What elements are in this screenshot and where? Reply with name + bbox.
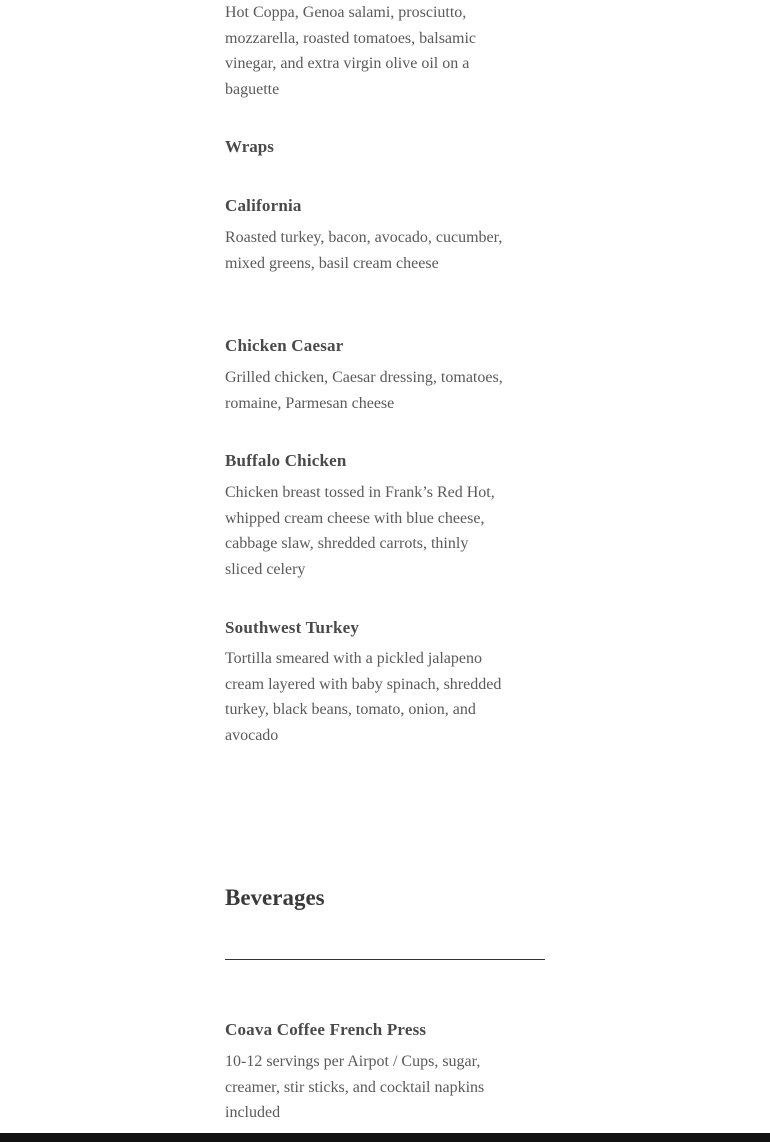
item-description: Hot Coppa, Genoa salami, prosciutto, mozzarella, roasted tomatoes, balsamic vinegar, and extra virgin olive oil on a baguette bbox=[225, 4, 477, 99]
item-title: Buffalo Chicken bbox=[225, 451, 347, 470]
item-description: Chicken breast tossed in Frank’s Red Hot, whipped cream cheese with blue cheese, cabbage slaw, shredded carrots, thinly sliced celery bbox=[225, 484, 495, 579]
section-divider bbox=[225, 959, 545, 960]
section-heading-wraps: Wraps bbox=[225, 137, 274, 156]
item-title: Chicken Caesar bbox=[225, 336, 344, 355]
item-description: 10-12 servings per Airpot / Cups, sugar, creamer, stir sticks, and cocktail napkins included bbox=[225, 1053, 485, 1122]
item-title: Southwest Turkey bbox=[225, 618, 360, 637]
item-description: Tortilla smeared with a pickled jalapeno cream layered with baby spinach, shredded turkey, black beans, tomato, onion, and avocado bbox=[225, 650, 502, 745]
bottom-bar bbox=[0, 1133, 770, 1142]
item-title: California bbox=[225, 196, 302, 215]
item-description: Grilled chicken, Caesar dressing, tomatoes, romaine, Parmesan cheese bbox=[225, 369, 503, 412]
item-description: Roasted turkey, bacon, avocado, cucumber, mixed greens, basil cream cheese bbox=[225, 229, 503, 272]
item-title: Coava Coffee French Press bbox=[225, 1020, 427, 1039]
section-heading-beverages: Beverages bbox=[225, 885, 325, 910]
